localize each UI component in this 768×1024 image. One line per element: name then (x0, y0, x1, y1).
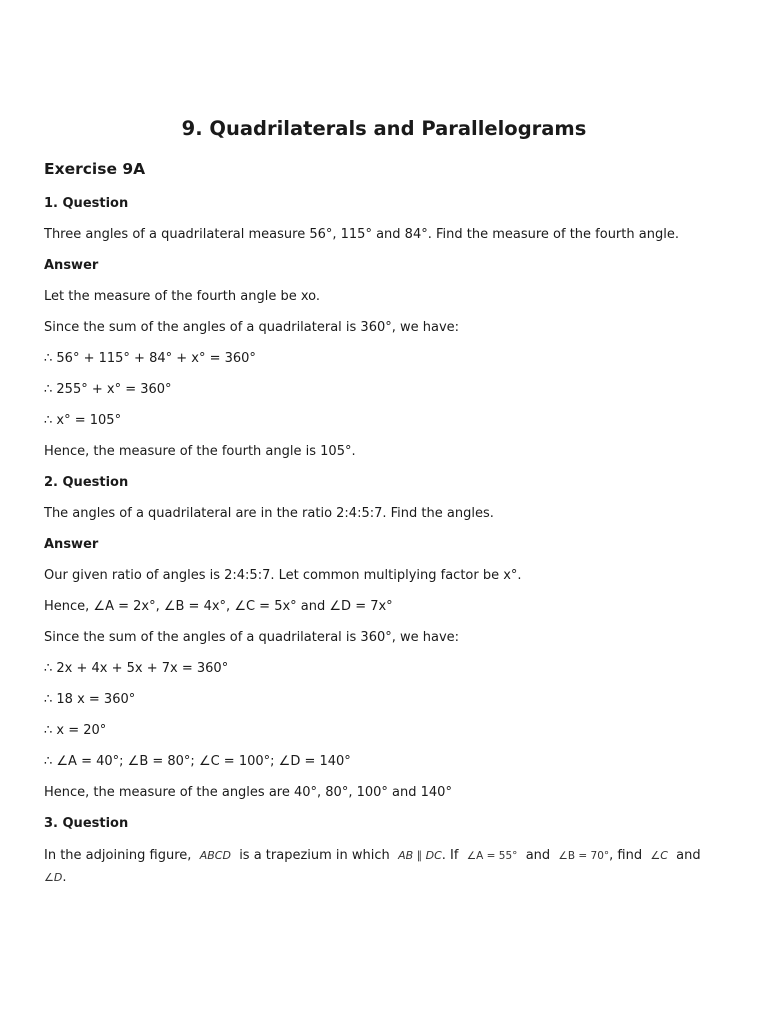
answer-1-label: Answer (44, 258, 99, 273)
question-2-text: The angles of a quadrilateral are in the ratio 2:4:5:7. Find the angles. (44, 506, 494, 521)
answer-1-line: ∴ 56° + 115° + 84° + x° = 360° (44, 351, 256, 366)
answer-2-line: ∴ x = 20° (44, 723, 107, 738)
q3-text-part: . If (441, 848, 459, 863)
q3-text-part: In the adjoining figure, (44, 848, 192, 863)
question-3-text (44, 845, 708, 889)
answer-2-line: ∴ ∠A = 40°; ∠B = 80°; ∠C = 100°; ∠D = 140° (44, 754, 351, 769)
q3-math-parallel: AB ∥ DC (398, 849, 442, 862)
q3-text-part: is a trapezium in which (239, 848, 390, 863)
page-title: 9. Quadrilaterals and Parallelograms (181, 117, 587, 140)
q3-text-part: , find (609, 848, 643, 863)
q3-math-abcd: ABCD (199, 849, 231, 862)
answer-1-line: ∴ 255° + x° = 360° (44, 382, 172, 397)
answer-2-line: ∴ 18 x = 360° (44, 692, 136, 707)
answer-2-line: Hence, ∠A = 2x°, ∠B = 4x°, ∠C = 5x° and ∠D = 7x° (44, 599, 393, 614)
exercise-heading: Exercise 9A (44, 160, 146, 178)
answer-2-line: Since the sum of the angles of a quadrilateral is 360°, we have: (44, 630, 460, 645)
answer-1-line: Since the sum of the angles of a quadrilateral is 360°, we have: (44, 320, 460, 335)
answer-2-line: ∴ 2x + 4x + 5x + 7x = 360° (44, 661, 229, 676)
q3-math-angle-b: ∠B = 70° (558, 850, 610, 862)
answer-1-line: Hence, the measure of the fourth angle is 105°. (44, 444, 356, 459)
q3-math-angle-a: ∠A = 55° (466, 850, 518, 862)
answer-1-line: ∴ x° = 105° (44, 413, 122, 428)
question-3-heading: 3. Question (44, 816, 129, 831)
question-1-text: Three angles of a quadrilateral measure 56°, 115° and 84°. Find the measure of the fourth angle. (44, 227, 679, 242)
answer-2-line: Our given ratio of angles is 2:4:5:7. Let common multiplying factor be x°. (44, 568, 522, 583)
answer-2-line: Hence, the measure of the angles are 40°, 80°, 100° and 140° (44, 785, 452, 800)
q3-text-part: and (676, 848, 701, 863)
question-1-heading: 1. Question (44, 196, 129, 211)
q3-text-part: and (525, 848, 551, 863)
q3-math-angle-c: ∠C (650, 849, 668, 862)
q3-math-angle-d: ∠D (44, 871, 63, 884)
question-2-heading: 2. Question (44, 475, 129, 490)
answer-2-label: Answer (44, 537, 99, 552)
q3-text-part: . (62, 870, 67, 885)
answer-1-line: Let the measure of the fourth angle be xo. (44, 289, 320, 304)
